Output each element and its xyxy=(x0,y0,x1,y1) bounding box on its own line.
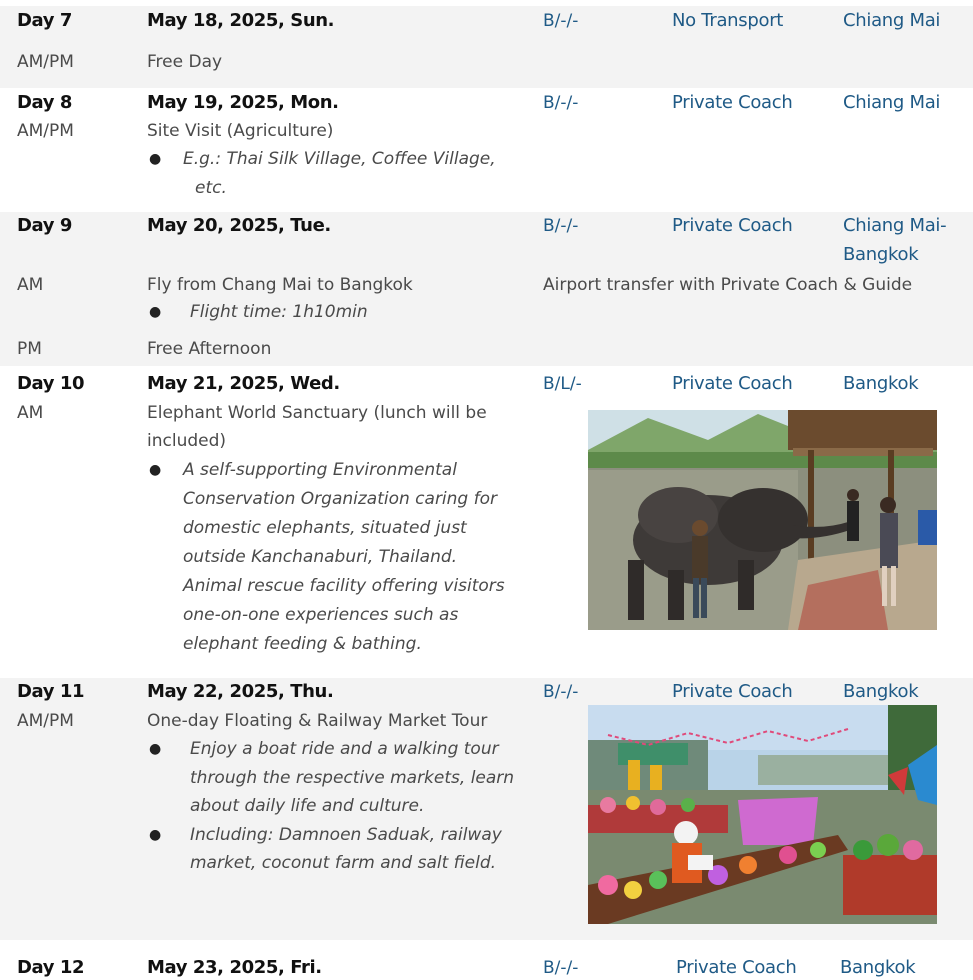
bullet-text: Flight time: 1h10min xyxy=(190,302,368,322)
date-label: May 20, 2025, Tue. xyxy=(147,215,331,236)
time-slot: AM/PM xyxy=(17,52,74,72)
floating-market-photo xyxy=(588,705,937,924)
activity-text: Free Day xyxy=(147,52,223,72)
transport-label: Private Coach xyxy=(672,373,793,394)
date-label: May 23, 2025, Fri. xyxy=(147,957,322,978)
bullet-dot: ● xyxy=(149,151,162,167)
bullet-text: A self-supporting Environmental xyxy=(183,460,457,480)
day-label: Day 10 xyxy=(17,373,85,394)
bullet-dot: ● xyxy=(149,462,162,478)
meals-code: B/-/- xyxy=(543,682,579,702)
city-label: Chiang Mai- xyxy=(843,215,947,236)
bullet-text: about daily life and culture. xyxy=(190,796,425,816)
transport-label: Private Coach xyxy=(672,681,793,702)
city-label: Bangkok xyxy=(840,957,916,978)
transport-label: Private Coach xyxy=(676,957,797,978)
activity-text: Site Visit (Agriculture) xyxy=(147,121,334,141)
date-label: May 18, 2025, Sun. xyxy=(147,10,335,31)
day-label: Day 8 xyxy=(17,92,73,113)
day-label: Day 12 xyxy=(17,957,85,978)
meals-code: B/-/- xyxy=(543,93,579,113)
bullet-text: outside Kanchanaburi, Thailand. xyxy=(183,547,458,567)
meals-code: B/-/- xyxy=(543,11,579,31)
date-label: May 19, 2025, Mon. xyxy=(147,92,339,113)
bullet-text: E.g.: Thai Silk Village, Coffee Village, xyxy=(183,149,496,169)
activity-text: Free Afternoon xyxy=(147,339,272,359)
activity-text: Fly from Chang Mai to Bangkok xyxy=(147,275,413,295)
floating-market-illustration xyxy=(588,705,937,924)
time-slot: AM/PM xyxy=(17,711,74,731)
meals-code: B/-/- xyxy=(543,216,579,236)
bullet-text: Enjoy a boat ride and a walking tour xyxy=(190,739,499,759)
bullet-dot: ● xyxy=(149,304,162,320)
time-slot: AM/PM xyxy=(17,121,74,141)
bullet-text: Animal rescue facility offering visitors xyxy=(183,576,505,596)
transport-label: Private Coach xyxy=(672,215,793,236)
meals-code: B/-/- xyxy=(543,958,579,978)
time-slot: PM xyxy=(17,339,42,359)
transfer-note: Airport transfer with Private Coach & Guide xyxy=(543,275,913,295)
bullet-text: through the respective markets, learn xyxy=(190,768,515,788)
bullet-text: Including: Damnoen Saduak, railway xyxy=(190,825,502,845)
bullet-dot: ● xyxy=(149,827,162,843)
bullet-text: etc. xyxy=(195,178,227,198)
city-label: Bangkok xyxy=(843,373,919,394)
bullet-text: market, coconut farm and salt field. xyxy=(190,853,497,873)
day-label: Day 11 xyxy=(17,681,85,702)
activity-text: Elephant World Sanctuary (lunch will be xyxy=(147,403,487,423)
elephant-sanctuary-photo xyxy=(588,410,937,630)
day-label: Day 9 xyxy=(17,215,73,236)
transport-label: No Transport xyxy=(672,10,784,31)
city-label: Chiang Mai xyxy=(843,92,941,113)
meals-code: B/L/- xyxy=(543,374,582,394)
city-label: Bangkok xyxy=(843,681,919,702)
city-label: Chiang Mai xyxy=(843,10,941,31)
transport-label: Private Coach xyxy=(672,92,793,113)
elephant-scene-illustration xyxy=(588,410,937,630)
bullet-text: Conservation Organization caring for xyxy=(183,489,498,509)
bullet-text: one-on-one experiences such as xyxy=(183,605,459,625)
date-label: May 21, 2025, Wed. xyxy=(147,373,340,394)
activity-text: One-day Floating & Railway Market Tour xyxy=(147,711,488,731)
city-label: Bangkok xyxy=(843,244,919,265)
time-slot: AM xyxy=(17,403,44,423)
bullet-text: elephant feeding & bathing. xyxy=(183,634,422,654)
bullet-text: domestic elephants, situated just xyxy=(183,518,467,538)
row-band-day7 xyxy=(0,6,973,88)
activity-text: included) xyxy=(147,431,227,451)
time-slot: AM xyxy=(17,275,44,295)
day-label: Day 7 xyxy=(17,10,73,31)
bullet-dot: ● xyxy=(149,741,162,757)
date-label: May 22, 2025, Thu. xyxy=(147,681,334,702)
